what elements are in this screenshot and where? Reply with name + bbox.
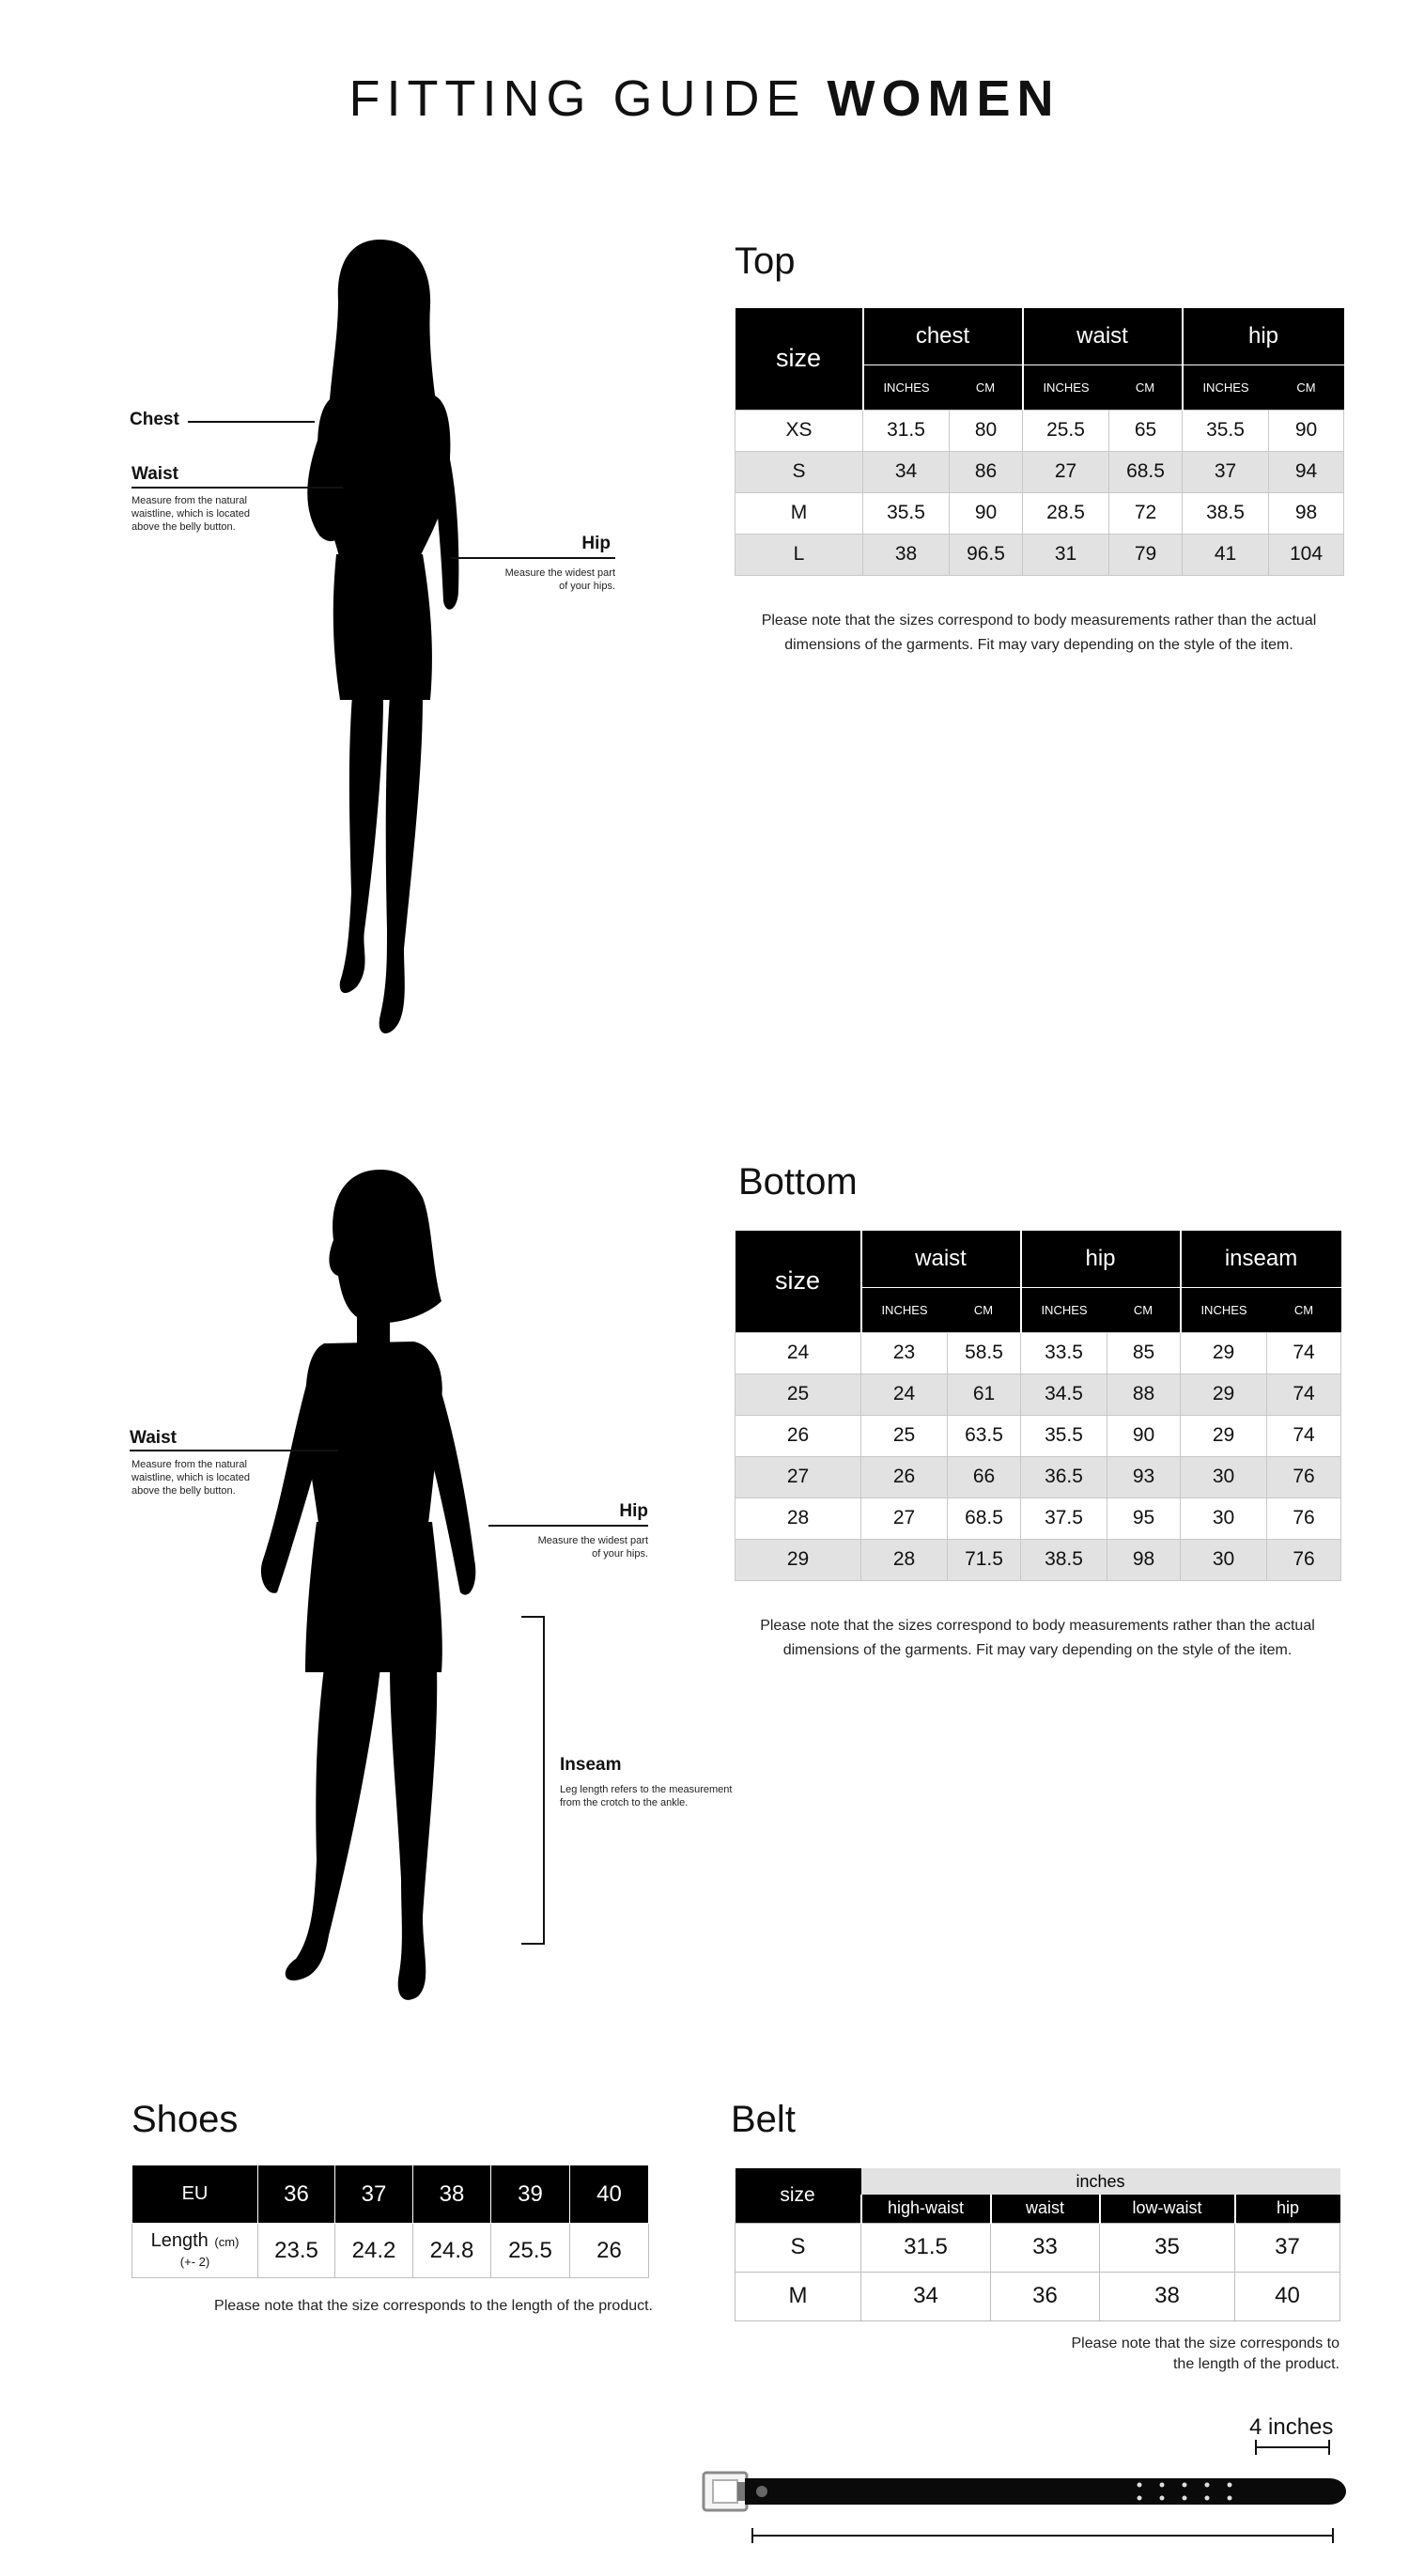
top-group-hip: hip	[1183, 308, 1344, 365]
bottom-waist-label: Waist	[130, 1428, 177, 1448]
belt-dimension-line	[1255, 2446, 1330, 2448]
woman-front-figure-icon	[282, 235, 488, 1043]
top-unit-inches: INCHES	[1183, 365, 1269, 410]
table-row: 24 23 58.5 33.5 85 29 74	[735, 1332, 1341, 1373]
bottom-inseam-description: Leg length refers to the measurement from the crotch to the ankle.	[560, 1784, 733, 1808]
bottom-note: Please note that the sizes correspond to body measurements rather than the actual dimensions of the garments. Fit may vary depending on the style of the item.	[760, 1618, 1315, 1658]
belt-length-tick-left	[751, 2528, 753, 2543]
table-row: 27 26 66 36.5 93 30 76	[735, 1456, 1341, 1497]
bottom-unit-cm: CM	[1107, 1287, 1181, 1332]
table-row: 26 25 63.5 35.5 90 29 74	[735, 1415, 1341, 1456]
page-title-bold: WOMEN	[827, 70, 1061, 127]
shoes-length-label: Length (cm) (+- 2)	[132, 2224, 258, 2278]
bottom-section-title: Bottom	[738, 1161, 858, 1203]
top-unit-cm: CM	[1109, 365, 1183, 410]
bottom-hip-line	[488, 1525, 648, 1527]
bottom-unit-cm: CM	[948, 1287, 1021, 1332]
top-group-chest: chest	[863, 308, 1023, 365]
top-waist-description: Measure from the natural waistline, which is located above the belly button.	[132, 495, 250, 533]
belt-icon	[700, 2465, 1348, 2522]
table-row: EU 36 37 38 39 40	[132, 2165, 649, 2224]
belt-col-hip: hip	[1235, 2195, 1340, 2223]
belt-dimension-label: 4 inches	[1249, 2414, 1334, 2440]
top-unit-cm: CM	[950, 365, 1023, 410]
belt-note: Please note that the size corresponds to the length of the product.	[1071, 2335, 1339, 2372]
top-note: Please note that the sizes correspond to body measurements rather than the actual dimensions of the garments. Fit may vary depending on the style of the item.	[761, 613, 1317, 653]
belt-dimension-tick-right	[1328, 2440, 1330, 2455]
top-size-header: size	[735, 308, 863, 410]
bottom-hip-label: Hip	[619, 1501, 648, 1521]
top-group-waist: waist	[1023, 308, 1183, 365]
top-hip-description: Measure the widest part of your hips.	[504, 567, 615, 592]
belt-col-high-waist: high-waist	[861, 2195, 991, 2223]
shoes-eu-label: EU	[132, 2165, 258, 2224]
inseam-bracket-vertical	[543, 1616, 545, 1945]
belt-dimension-tick-left	[1255, 2440, 1257, 2455]
top-size-table	[735, 308, 1344, 576]
bottom-woman-silhouette	[240, 1165, 512, 2010]
table-row: M 35.5 90 28.5 72 38.5 98	[735, 492, 1344, 534]
top-waist-label: Waist	[132, 464, 178, 484]
table-row: M 34 36 38 40	[735, 2272, 1340, 2320]
bottom-group-inseam: inseam	[1181, 1231, 1341, 1287]
belt-size-header: size	[735, 2168, 861, 2223]
belt-section-title: Belt	[731, 2099, 796, 2140]
top-chest-line	[188, 421, 315, 423]
shoes-section-title: Shoes	[132, 2099, 239, 2140]
top-unit-inches: INCHES	[1023, 365, 1109, 410]
belt-col-waist: waist	[991, 2195, 1100, 2223]
top-hip-line	[451, 557, 615, 559]
top-chest-label: Chest	[130, 410, 179, 429]
top-waist-line	[132, 487, 343, 489]
bottom-unit-inches: INCHES	[861, 1287, 948, 1332]
belt-illustration	[700, 2465, 1348, 2526]
table-row: Length (cm) (+- 2) 23.5 24.2 24.8 25.5 26	[132, 2224, 649, 2278]
bottom-unit-cm: CM	[1267, 1287, 1341, 1332]
table-row: L 38 96.5 31 79 41 104	[735, 534, 1344, 575]
top-hip-label: Hip	[581, 534, 611, 553]
bottom-waist-line	[130, 1450, 338, 1451]
shoes-size-table	[132, 2165, 649, 2278]
bottom-unit-inches: INCHES	[1021, 1287, 1107, 1332]
top-section-title: Top	[735, 241, 796, 282]
table-row: 28 27 68.5 37.5 95 30 76	[735, 1497, 1341, 1539]
table-row: S 34 86 27 68.5 37 94	[735, 451, 1344, 492]
page-title-light: FITTING GUIDE	[348, 70, 807, 127]
table-row: XS 31.5 80 25.5 65 35.5 90	[735, 410, 1344, 451]
belt-unit-header: inches	[861, 2168, 1340, 2195]
bottom-group-waist: waist	[861, 1231, 1021, 1287]
bottom-group-hip: hip	[1021, 1231, 1181, 1287]
top-unit-inches: INCHES	[863, 365, 950, 410]
belt-col-low-waist: low-waist	[1100, 2195, 1235, 2223]
table-row: 29 28 71.5 38.5 98 30 76	[735, 1539, 1341, 1580]
bottom-hip-description: Measure the widest part of your hips.	[537, 1535, 648, 1560]
bottom-size-header: size	[735, 1231, 861, 1332]
bottom-size-table	[735, 1231, 1341, 1581]
belt-length-tick-right	[1332, 2528, 1334, 2543]
bottom-waist-description: Measure from the natural waistline, which is located above the belly button.	[132, 1459, 250, 1497]
woman-side-figure-icon	[240, 1165, 512, 2010]
bottom-inseam-label: Inseam	[560, 1755, 622, 1775]
shoes-note: Please note that the size corresponds to the length of the product.	[214, 2298, 653, 2314]
inseam-bracket-top	[521, 1616, 545, 1618]
top-woman-silhouette	[282, 235, 488, 1043]
belt-size-table	[735, 2168, 1340, 2321]
table-row: 25 24 61 34.5 88 29 74	[735, 1373, 1341, 1415]
bottom-unit-inches: INCHES	[1181, 1287, 1267, 1332]
page-title	[0, 70, 1409, 128]
top-unit-cm: CM	[1269, 365, 1344, 410]
table-row: S 31.5 33 35 37	[735, 2223, 1340, 2272]
inseam-bracket-bottom	[521, 1943, 545, 1945]
belt-length-line	[751, 2535, 1334, 2537]
